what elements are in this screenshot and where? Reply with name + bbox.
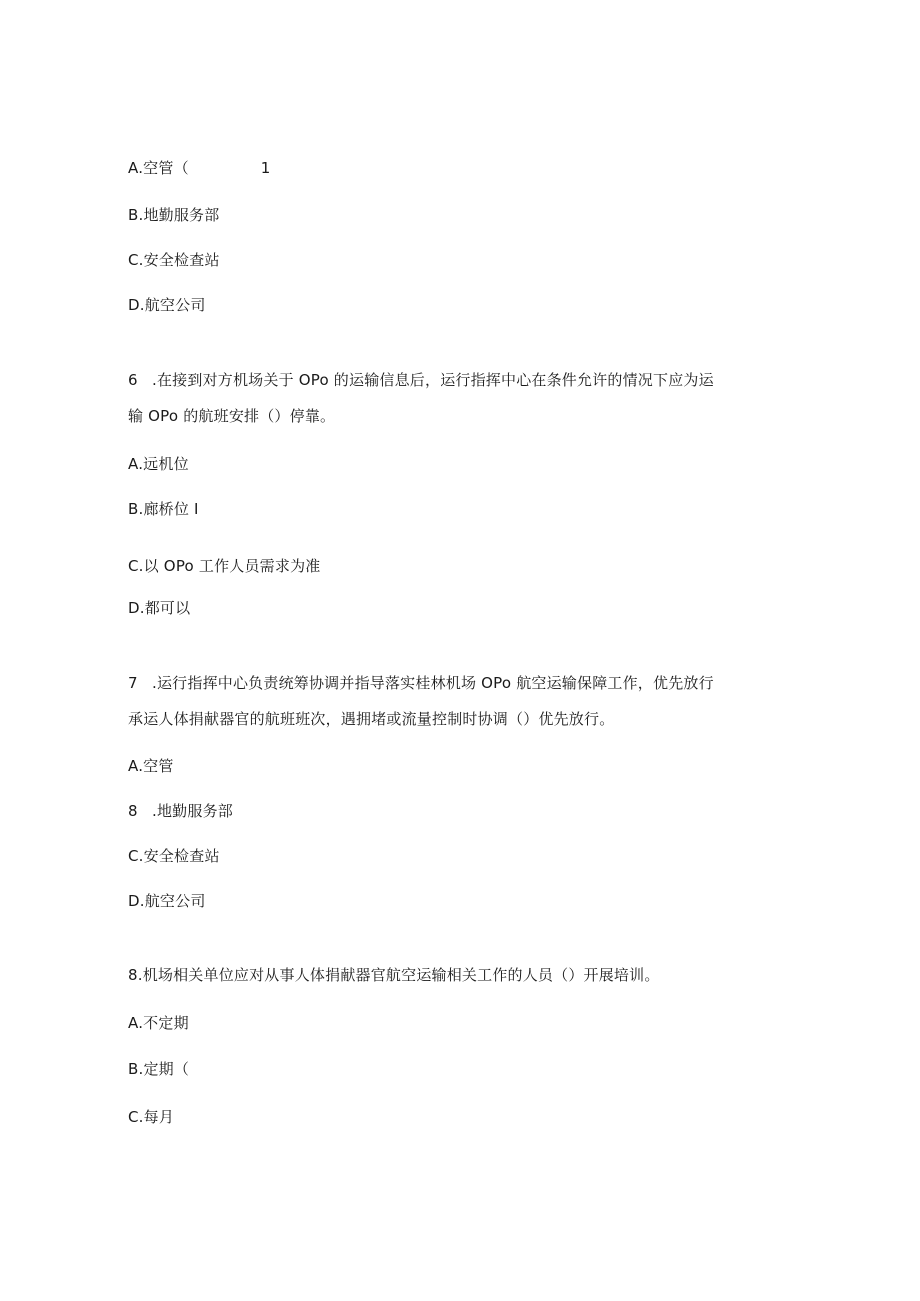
question-number: 7	[128, 674, 138, 692]
option-suffix: 1	[260, 159, 271, 177]
question-6-line-1	[128, 370, 714, 390]
q8-option-b: B.定期（	[128, 1060, 190, 1078]
question-text: .在接到对方机场关于 OPo 的运输信息后，运行指挥中心在条件允许的情况下应为运	[152, 371, 714, 389]
question-text: .运行指挥中心负责统筹协调并指导落实桂林机场 OPo 航空运输保障工作，优先放行	[152, 674, 714, 692]
q6-option-d: D.都可以	[128, 599, 191, 617]
q7-option-a: A.空管	[128, 757, 174, 775]
option-number: 8	[128, 802, 138, 820]
q8-option-a: A.不定期	[128, 1014, 189, 1032]
option-text: A.空管（	[128, 159, 189, 177]
question-8-line-1: 8.机场相关单位应对从事人体捐献器官航空运输相关工作的人员（）开展培训。	[128, 966, 660, 984]
question-6-line-2: 输 OPo 的航班安排（）停靠。	[128, 407, 336, 425]
option-text: .地勤服务部	[152, 802, 233, 820]
question-number: 6	[128, 371, 138, 389]
q6-option-a: A.远机位	[128, 455, 189, 473]
question-7-line-1	[128, 673, 714, 693]
question-7-line-2: 承运人体捐献器官的航班班次，遇拥堵或流量控制时协调（）优先放行。	[128, 710, 615, 728]
q6-option-b: B.廊桥位 I	[128, 500, 199, 518]
q6-option-c: C.以 OPo 工作人员需求为准	[128, 557, 321, 575]
option-d-airline: D.航空公司	[128, 296, 206, 314]
option-b-ground-service: B.地勤服务部	[128, 206, 220, 224]
q7-option-d: D.航空公司	[128, 892, 206, 910]
q7-option-b	[128, 801, 233, 821]
q7-option-c: C.安全检查站	[128, 847, 220, 865]
option-a-air-traffic-control	[128, 158, 271, 178]
q8-option-c: C.每月	[128, 1108, 175, 1126]
option-c-security-check: C.安全检查站	[128, 251, 220, 269]
